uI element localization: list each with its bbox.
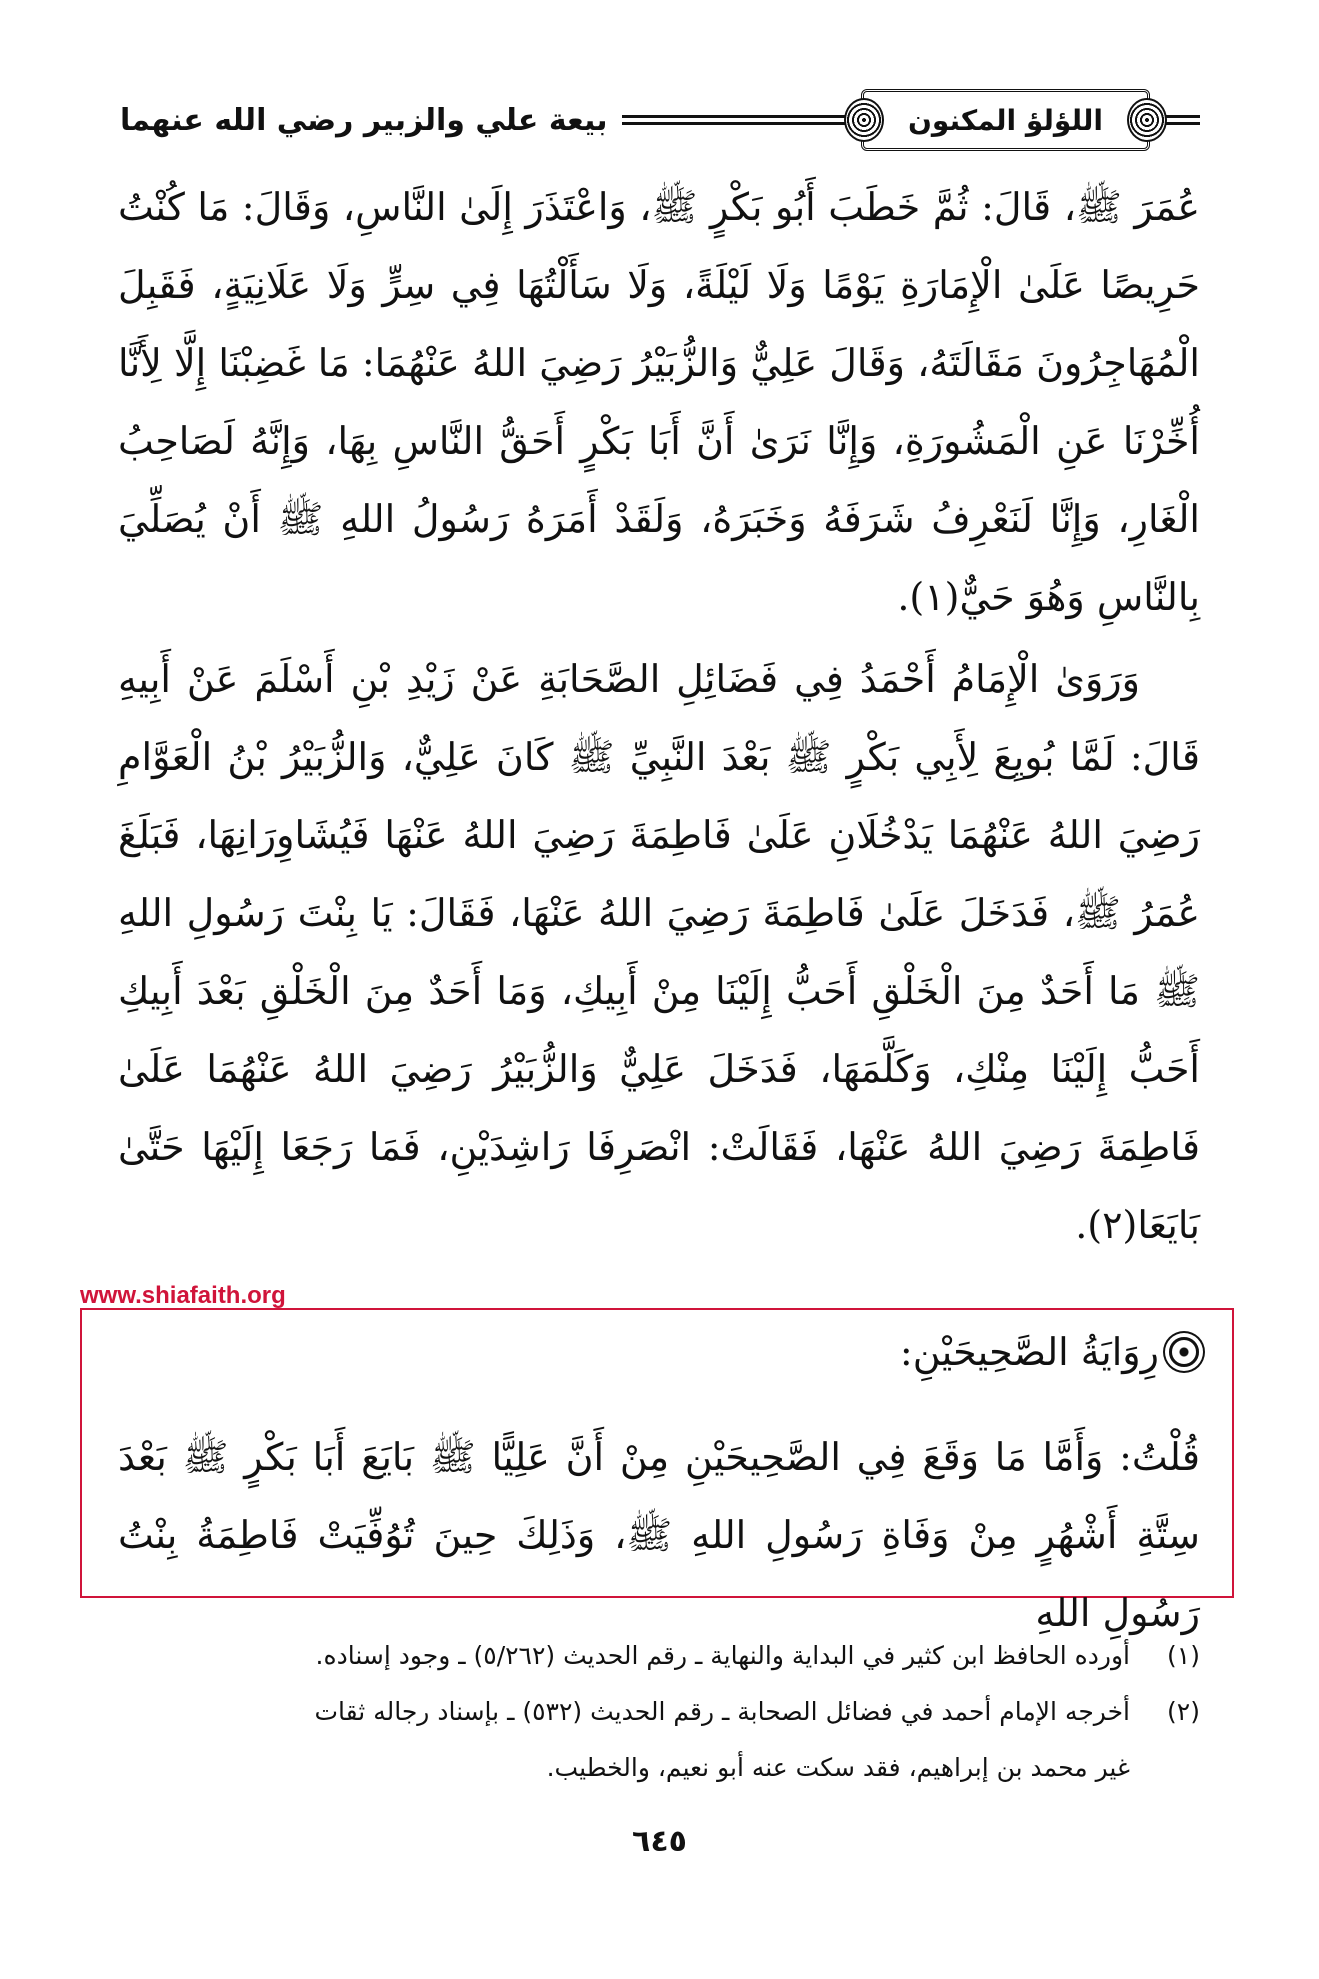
footnotes	[118, 1628, 1200, 1796]
paragraph-1: عُمَرَ ﷺ، قَالَ: ثُمَّ خَطَبَ أَبُو بَكْرٍ ﷺ، وَاعْتَذَرَ إِلَىٰ النَّاسِ، وَقَالَ: مَا كُنْتُ حَرِيصًا عَلَىٰ الْإِمَارَةِ يَوْمًا وَلَا لَيْلَةً، وَلَا سَأَلْتُهَا فِي سِرٍّ وَلَا عَلَانِيَةٍ، فَقَبِلَ الْمُهَاجِرُونَ مَقَالَتَهُ، وَقَالَ عَلِيٌّ وَالزُّبَيْرُ رَضِيَ اللهُ عَنْهُمَا: مَا غَضِبْنَا إِلَّا لِأَنَّا أُخِّرْنَا عَنِ الْمَشُورَةِ، وَإِنَّا نَرَىٰ أَنَّ أَبَا بَكْرٍ أَحَقُّ النَّاسِ بِهَا، وَإِنَّهُ لَصَاحِبُ الْغَارِ، وَإِنَّا لَنَعْرِفُ شَرَفَهُ وَخَبَرَهُ، وَلَقَدْ أَمَرَهُ رَسُولُ اللهِ ﷺ أَنْ يُصَلِّيَ بِالنَّاسِ وَهُوَ حَيٌّ(١).	[118, 185, 1200, 619]
footnote-number: (٢)	[1167, 1697, 1200, 1726]
book-title: اللؤلؤ المكنون	[908, 103, 1103, 137]
flourish-ornament-icon	[844, 98, 884, 142]
source-watermark-url: www.shiafaith.org	[80, 1282, 286, 1309]
footnote-text: أخرجه الإمام أحمد في فضائل الصحابة ـ رقم الحديث (٥٣٢) ـ بإسناد رجاله ثقات	[314, 1697, 1130, 1726]
page-number: ٦٤٥	[632, 1824, 687, 1859]
section-heading-text: رِوَايَةُ الصَّحِيحَيْنِ:	[899, 1330, 1159, 1374]
flourish-ornament-icon	[1127, 98, 1167, 142]
flower-bullet-icon	[1169, 1337, 1199, 1367]
highlighted-paragraph: قُلْتُ: وَأَمَّا مَا وَقَعَ فِي الصَّحِيحَيْنِ مِنْ أَنَّ عَلِيًّا ﷺ بَايَعَ أَبَا بَكْرٍ ﷺ بَعْدَ سِتَّةِ أَشْهُرٍ مِنْ وَفَاةِ رَسُولِ اللهِ ﷺ، وَذَلِكَ حِينَ تُوُفِّيَتْ فَاطِمَةُ بِنْتُ رَسُولِ اللهِ	[118, 1435, 1200, 1635]
paragraph-2: وَرَوَىٰ الْإِمَامُ أَحْمَدُ فِي فَضَائِلِ الصَّحَابَةِ عَنْ زَيْدِ بْنِ أَسْلَمَ عَنْ أَبِيهِ قَالَ: لَمَّا بُويِعَ لِأَبِي بَكْرٍ ﷺ بَعْدَ النَّبِيِّ ﷺ كَانَ عَلِيٌّ، وَالزُّبَيْرُ بْنُ الْعَوَّامِ رَضِيَ اللهُ عَنْهُمَا يَدْخُلَانِ عَلَىٰ فَاطِمَةَ رَضِيَ اللهُ عَنْهَا فَيُشَاوِرَانِهَا، فَبَلَغَ عُمَرُ ﷺ، فَدَخَلَ عَلَىٰ فَاطِمَةَ رَضِيَ اللهُ عَنْهَا، فَقَالَ: يَا بِنْتَ رَسُولِ اللهِ ﷺ مَا أَحَدٌ مِنَ الْخَلْقِ أَحَبُّ إِلَيْنَا مِنْ أَبِيكِ، وَمَا أَحَدٌ مِنَ الْخَلْقِ بَعْدَ أَبِيكِ أَحَبُّ إِلَيْنَا مِنْكِ، وَكَلَّمَهَا، فَدَخَلَ عَلِيٌّ وَالزُّبَيْرُ رَضِيَ اللهُ عَنْهُمَا عَلَىٰ فَاطِمَةَ رَضِيَ اللهُ عَنْهَا، فَقَالَتْ: انْصَرِفَا رَاشِدَيْنِ، فَمَا رَجَعَا إِلَيْهَا حَتَّىٰ بَايَعَا(٢).	[118, 657, 1200, 1247]
chapter-title: بيعة علي والزبير رضي الله عنهما	[120, 102, 608, 138]
page-header	[120, 90, 1200, 150]
header-rule-middle	[622, 115, 848, 125]
section-heading	[900, 1330, 1199, 1374]
footnote-1	[118, 1628, 1200, 1684]
footnote-2	[118, 1684, 1200, 1740]
book-title-cartouche	[861, 89, 1150, 151]
footnote-2-continuation: غير محمد بن إبراهيم، فقد سكت عنه أبو نعيم، والخطيب.	[546, 1753, 1130, 1782]
footnote-number: (١)	[1167, 1641, 1200, 1670]
footnote-text: أورده الحافظ ابن كثير في البداية والنهاية ـ رقم الحديث (٥/٢٦٢) ـ وجود إسناده.	[315, 1641, 1130, 1670]
